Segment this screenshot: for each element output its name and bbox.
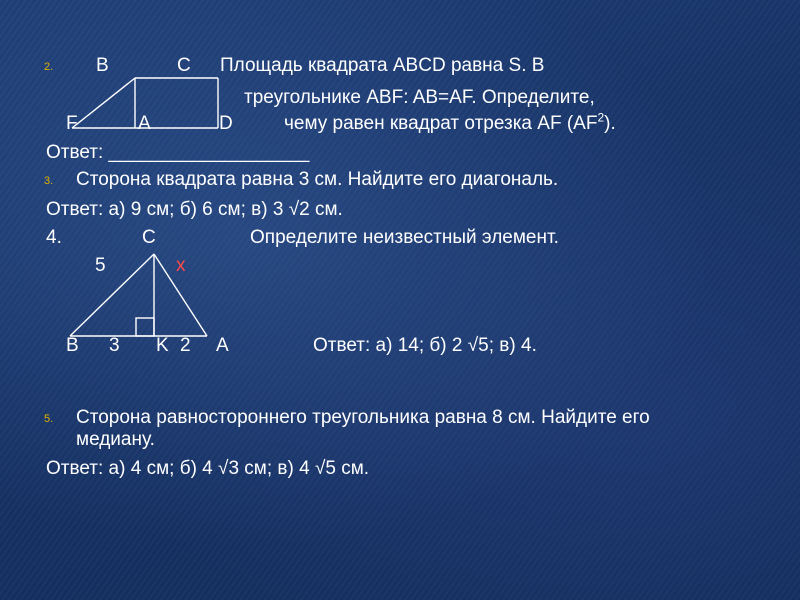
problem2-line3-end: ).	[604, 113, 616, 134]
vertex-label-c4: C	[142, 227, 156, 248]
problem2-line1: Площадь квадрата ABCD равна S. В	[220, 55, 545, 76]
side-label-5: 5	[95, 255, 106, 276]
vertex-label-c: C	[177, 55, 191, 76]
problem3-text: Сторона квадрата равна 3 см. Найдите его диагональ.	[76, 169, 559, 190]
vertex-label-b: B	[96, 55, 109, 76]
problem2-line3-superscript: 2	[597, 110, 605, 125]
problem4-answer: Ответ: а) 14; б) 2 √5; в) 4.	[313, 335, 537, 356]
problem2-line2: треугольнике ABF: AB=AF. Определите,	[244, 87, 595, 108]
vertex-label-f: F	[66, 113, 78, 134]
segment-bc-side	[70, 254, 154, 336]
vertex-label-a: A	[138, 113, 151, 134]
problem5-line2: медиану.	[76, 429, 155, 450]
right-angle-mark	[136, 318, 154, 336]
right-triangle-figure	[70, 254, 207, 336]
problem5-line1: Сторона равностороннего треугольника равна 8 см. Найдите его	[76, 407, 650, 428]
problem2-line3-text: чему равен квадрат отрезка AF (AF	[284, 113, 598, 134]
problem5-answer: Ответ: а) 4 см; б) 4 √3 см; в) 4 √5 см.	[46, 458, 370, 479]
problem3-number: 3.	[44, 175, 54, 187]
problem2-line3	[284, 110, 616, 135]
problem4-number: 4.	[46, 227, 62, 248]
problem4-text: Определите неизвестный элемент.	[250, 227, 559, 248]
problem2-number: 2.	[44, 61, 54, 73]
vertex-label-d: D	[219, 113, 233, 134]
unknown-label-x: x	[176, 255, 186, 276]
vertex-label-a4: A	[216, 335, 229, 356]
segment-label-2: 2	[180, 335, 191, 356]
segment-fb	[72, 78, 135, 128]
problem3-answer: Ответ: а) 9 см; б) 6 см; в) 3 √2 см.	[46, 199, 343, 220]
problem5-number: 5.	[44, 413, 54, 425]
vertex-label-b4: B	[66, 335, 79, 356]
problem2-answer: Ответ: ___________________	[46, 142, 310, 163]
segment-label-3: 3	[109, 335, 120, 356]
vertex-label-k: K	[156, 335, 169, 356]
